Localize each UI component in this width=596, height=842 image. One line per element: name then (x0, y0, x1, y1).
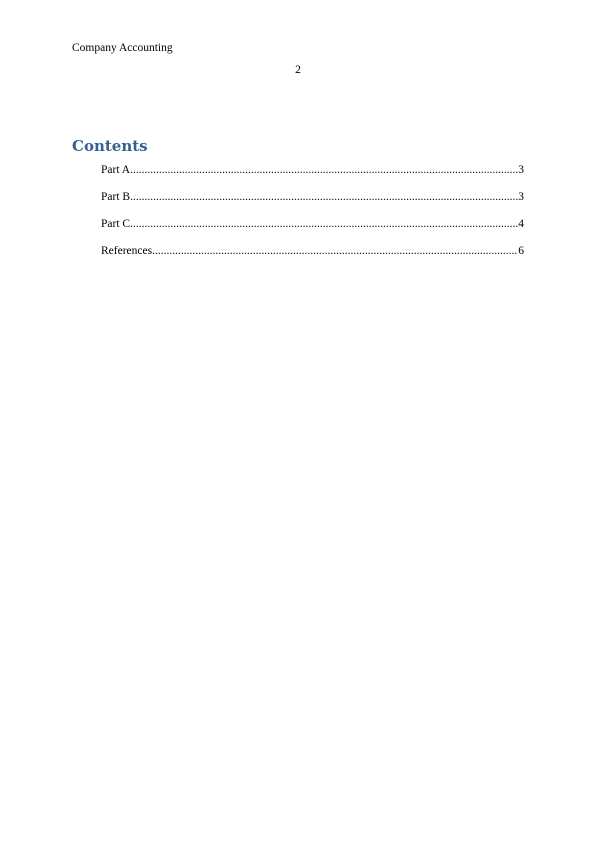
toc-entry-part-c[interactable] (101, 218, 524, 231)
dot-leader (130, 218, 518, 231)
toc-entry-label: Part B (101, 191, 131, 203)
table-of-contents (101, 164, 524, 272)
dot-leader (130, 164, 518, 177)
toc-heading: Contents (72, 137, 148, 155)
dot-leader (130, 191, 518, 204)
running-header: Company Accounting (72, 42, 173, 54)
toc-entry-part-a[interactable] (101, 164, 524, 177)
toc-entry-label: References (101, 245, 153, 257)
toc-entry-references[interactable] (101, 245, 524, 258)
toc-entry-label: Part C (101, 218, 131, 230)
page-number: 2 (295, 64, 301, 76)
toc-entry-part-b[interactable] (101, 191, 524, 204)
toc-entry-page: 4 (518, 218, 524, 230)
toc-entry-label: Part A (101, 164, 131, 176)
toc-entry-page: 3 (518, 164, 524, 176)
toc-entry-page: 3 (518, 191, 524, 203)
dot-leader (152, 245, 518, 258)
toc-entry-page: 6 (518, 245, 524, 257)
